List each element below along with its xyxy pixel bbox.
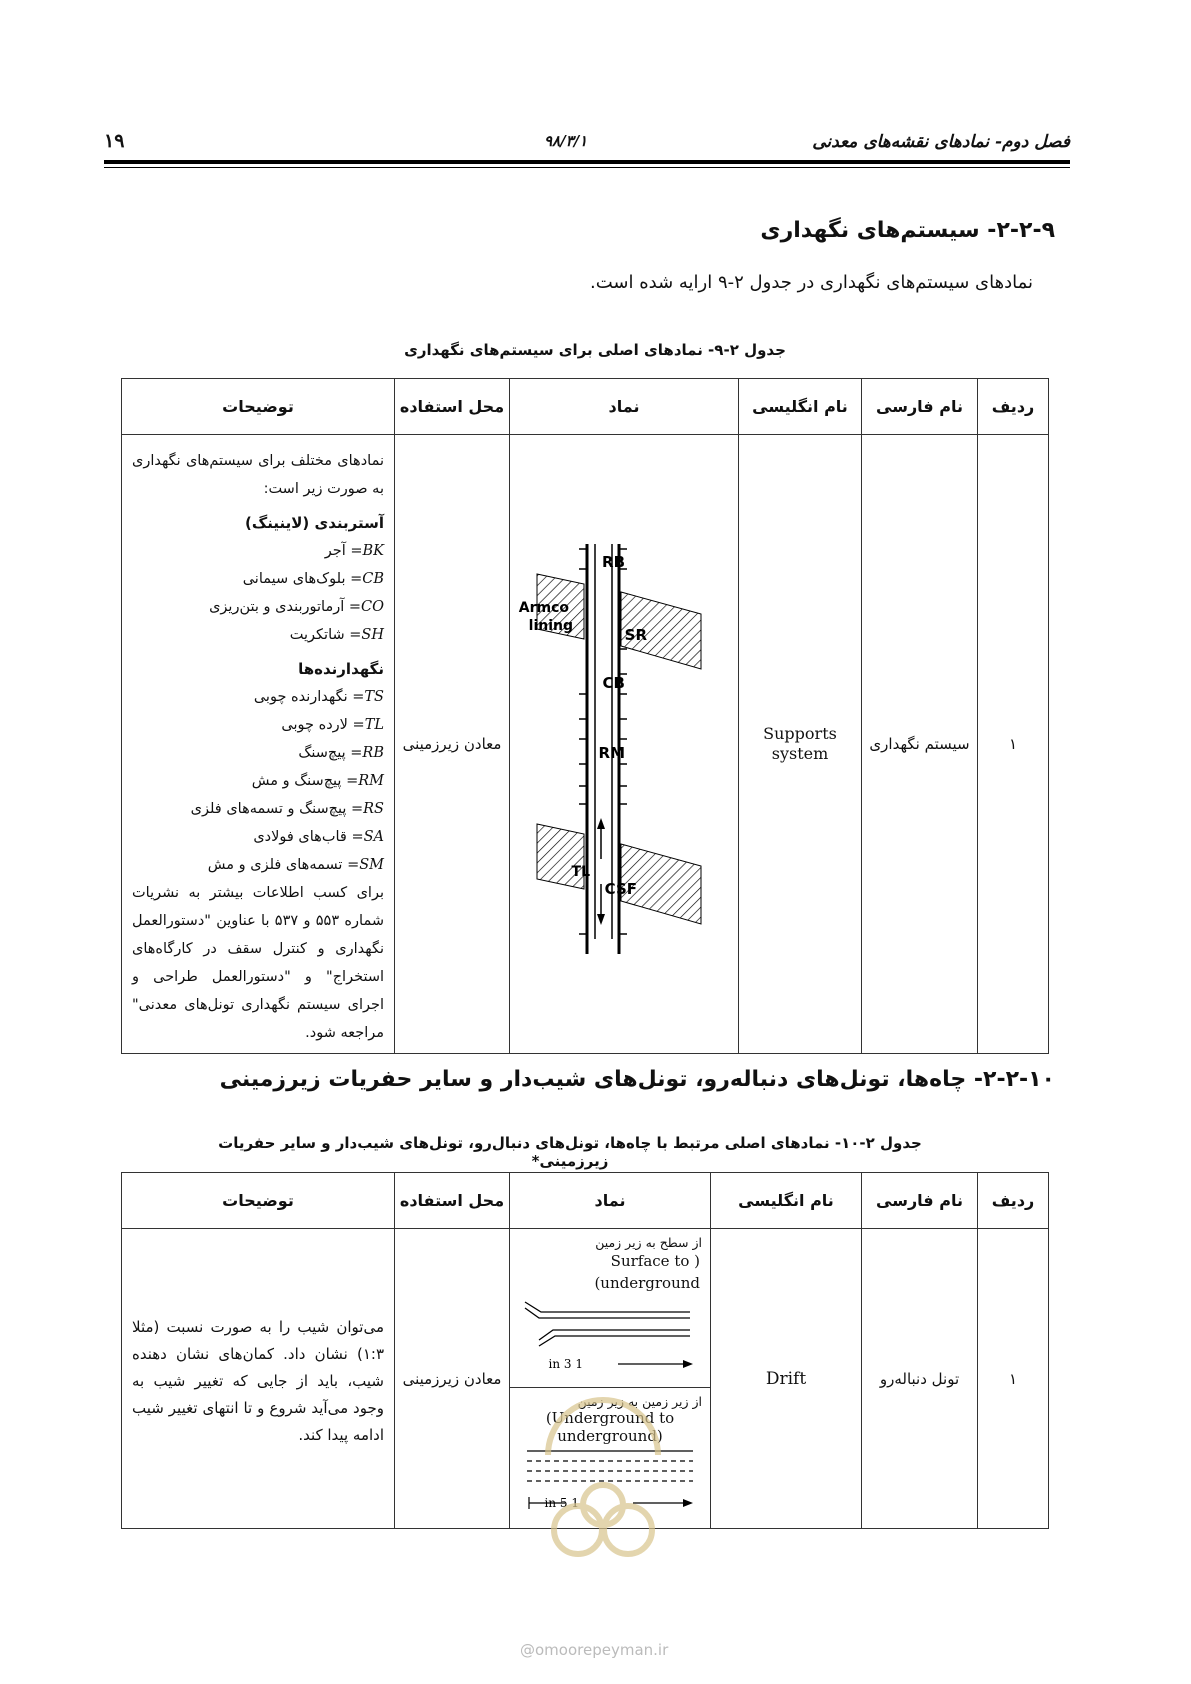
label-cb: CB — [602, 674, 625, 692]
row-en-name — [739, 435, 862, 1054]
col-index: ردیف — [978, 379, 1049, 435]
sym1-fa: از سطح به زیر زمین — [595, 1235, 702, 1250]
label-sr: SR — [624, 626, 647, 644]
col-description: توضیحات — [122, 379, 395, 435]
sym1-ratio: 1 in 3 — [548, 1357, 583, 1371]
watermark-site: @omoorepeyman.ir — [520, 1641, 669, 1659]
section-intro: نمادهای سیستم‌های نگهداری در جدول ۲-۹ ارایه شده است. — [590, 272, 1033, 293]
header-date: ۹۸/۳/۱ — [544, 132, 588, 150]
row-description — [122, 435, 395, 1054]
row-index: ۱ — [978, 1229, 1049, 1529]
page-header — [104, 128, 1070, 164]
sym2-fa: از زیر زمین به زیر زمین — [577, 1394, 702, 1409]
lining-list — [132, 537, 384, 649]
desc-intro: نمادهای مختلف برای سیستم‌های نگهداری به صورت زیر است: — [132, 453, 384, 497]
desc-footer: برای کسب اطلاعات بیشتر به نشریات شماره ۵۵۳ و ۵۳۷ با عناوین "دستورالعمل نگهداری و کنترل سقف در کارگاه‌های استخراج" و "دستورالعمل طراحی و اجرای سیستم نگهداری تونل‌های معدنی" مراجعه شود. — [132, 885, 384, 1041]
row-symbol — [510, 435, 739, 1054]
list-item: TS= نگهدارنده چوبی — [253, 689, 384, 705]
list-item: BK= آجر — [324, 543, 384, 559]
section-heading: ۲-۲-۹- سیستم‌های نگهداری — [760, 218, 1055, 243]
table-row — [122, 1229, 1049, 1388]
supports-symbol — [518, 534, 719, 954]
row-description: می‌توان شیب را به صورت نسبت (مثلا ۱:۳) نشان داد. کمان‌های نشان دهنده شیب، باید از جایی که تغییر شیب به وجود می‌آید شروع و تا انتهای تغییر شیب ادامه پیدا کند. — [122, 1229, 395, 1529]
row-index: ۱ — [978, 435, 1049, 1054]
col-en-name: نام انگلیسی — [711, 1173, 862, 1229]
list-item: CB= بلوک‌های سیمانی — [242, 571, 384, 587]
sym2-en1: (Underground to — [545, 1409, 675, 1427]
label-csf: CSF — [604, 880, 637, 898]
col-usage: محل استفاده — [395, 379, 510, 435]
sym1-en2: (underground — [594, 1274, 700, 1292]
col-description: توضیحات — [122, 1173, 395, 1229]
symbol-surface-to-underground — [510, 1229, 711, 1388]
list-item: RM= پیچ‌سنگ و مش — [251, 773, 384, 789]
sym2-en2: underground) — [557, 1427, 663, 1445]
en-name-line2: system — [771, 744, 829, 763]
table-caption: جدول ۲-۹- نمادهای اصلی برای سیستم‌های نگهداری — [404, 341, 786, 359]
sym2-ratio: 1 in 5 — [544, 1496, 579, 1510]
supports-table — [121, 378, 1049, 1054]
en-name-line1: Supports — [763, 724, 837, 743]
table-header-row — [122, 379, 1049, 435]
col-fa-name: نام فارسی — [862, 1173, 978, 1229]
col-symbol: نماد — [510, 379, 739, 435]
tl-arrow — [597, 818, 605, 925]
lining-title: آستربندی (لاینینگ) — [245, 514, 384, 532]
list-item: CO= آرماتوربندی و بتن‌ریزی — [209, 599, 384, 615]
list-item: SH= شاتکریت — [289, 627, 384, 643]
support-list — [132, 683, 384, 879]
list-item: SM= تسمه‌های فلزی و مش — [207, 857, 384, 873]
col-usage: محل استفاده — [395, 1173, 510, 1229]
row-en-name: Drift — [711, 1229, 862, 1529]
section-heading-2: ۲-۲-۱۰- چاه‌ها، تونل‌های دنباله‌رو، تونل‌های شیب‌دار و سایر حفریات زیرزمینی — [219, 1067, 1055, 1092]
col-index: ردیف — [978, 1173, 1049, 1229]
col-fa-name: نام فارسی — [862, 379, 978, 435]
header-rule-thick — [104, 160, 1070, 164]
row-usage: معادن زیرزمینی — [395, 1229, 510, 1529]
label-tl: TL — [571, 864, 590, 880]
watermark-seal — [508, 1400, 698, 1580]
list-item: SA= قاب‌های فولادی — [253, 829, 384, 845]
support-title: نگهدارنده‌ها — [298, 660, 384, 678]
list-item: TL= لارده چوبی — [281, 717, 384, 733]
row-fa-name: سیستم نگهداری — [862, 435, 978, 1054]
table-caption-2: جدول ۲-۱۰- نمادهای اصلی مرتبط با چاه‌ها، تونل‌های دنبال‌رو، تونل‌های شیب‌دار و سایر حفریات زیرزمینی* — [218, 1134, 922, 1170]
sym1-en1: Surface to ) — [610, 1252, 700, 1270]
label-armco: Armco — [518, 600, 569, 616]
header-rule-thin — [104, 167, 1070, 168]
list-item: RS= پیچ‌سنگ و تسمه‌های فلزی — [190, 801, 384, 817]
table-row — [122, 435, 1049, 1054]
row-fa-name: تونل دنباله‌رو — [862, 1229, 978, 1529]
label-lining: lining — [528, 618, 573, 634]
list-item: RB= پیچ‌سنگ — [298, 745, 384, 761]
col-en-name: نام انگلیسی — [739, 379, 862, 435]
chapter-title: فصل دوم- نمادهای نقشه‌های معدنی — [812, 132, 1070, 152]
page-number: ۱۹ — [104, 130, 125, 152]
label-rb: RB — [602, 553, 625, 571]
row-usage: معادن زیرزمینی — [395, 435, 510, 1054]
drift-symbol-1 — [515, 1294, 705, 1374]
label-rm: RM — [598, 744, 625, 762]
col-symbol: نماد — [510, 1173, 711, 1229]
table-header-row — [122, 1173, 1049, 1229]
